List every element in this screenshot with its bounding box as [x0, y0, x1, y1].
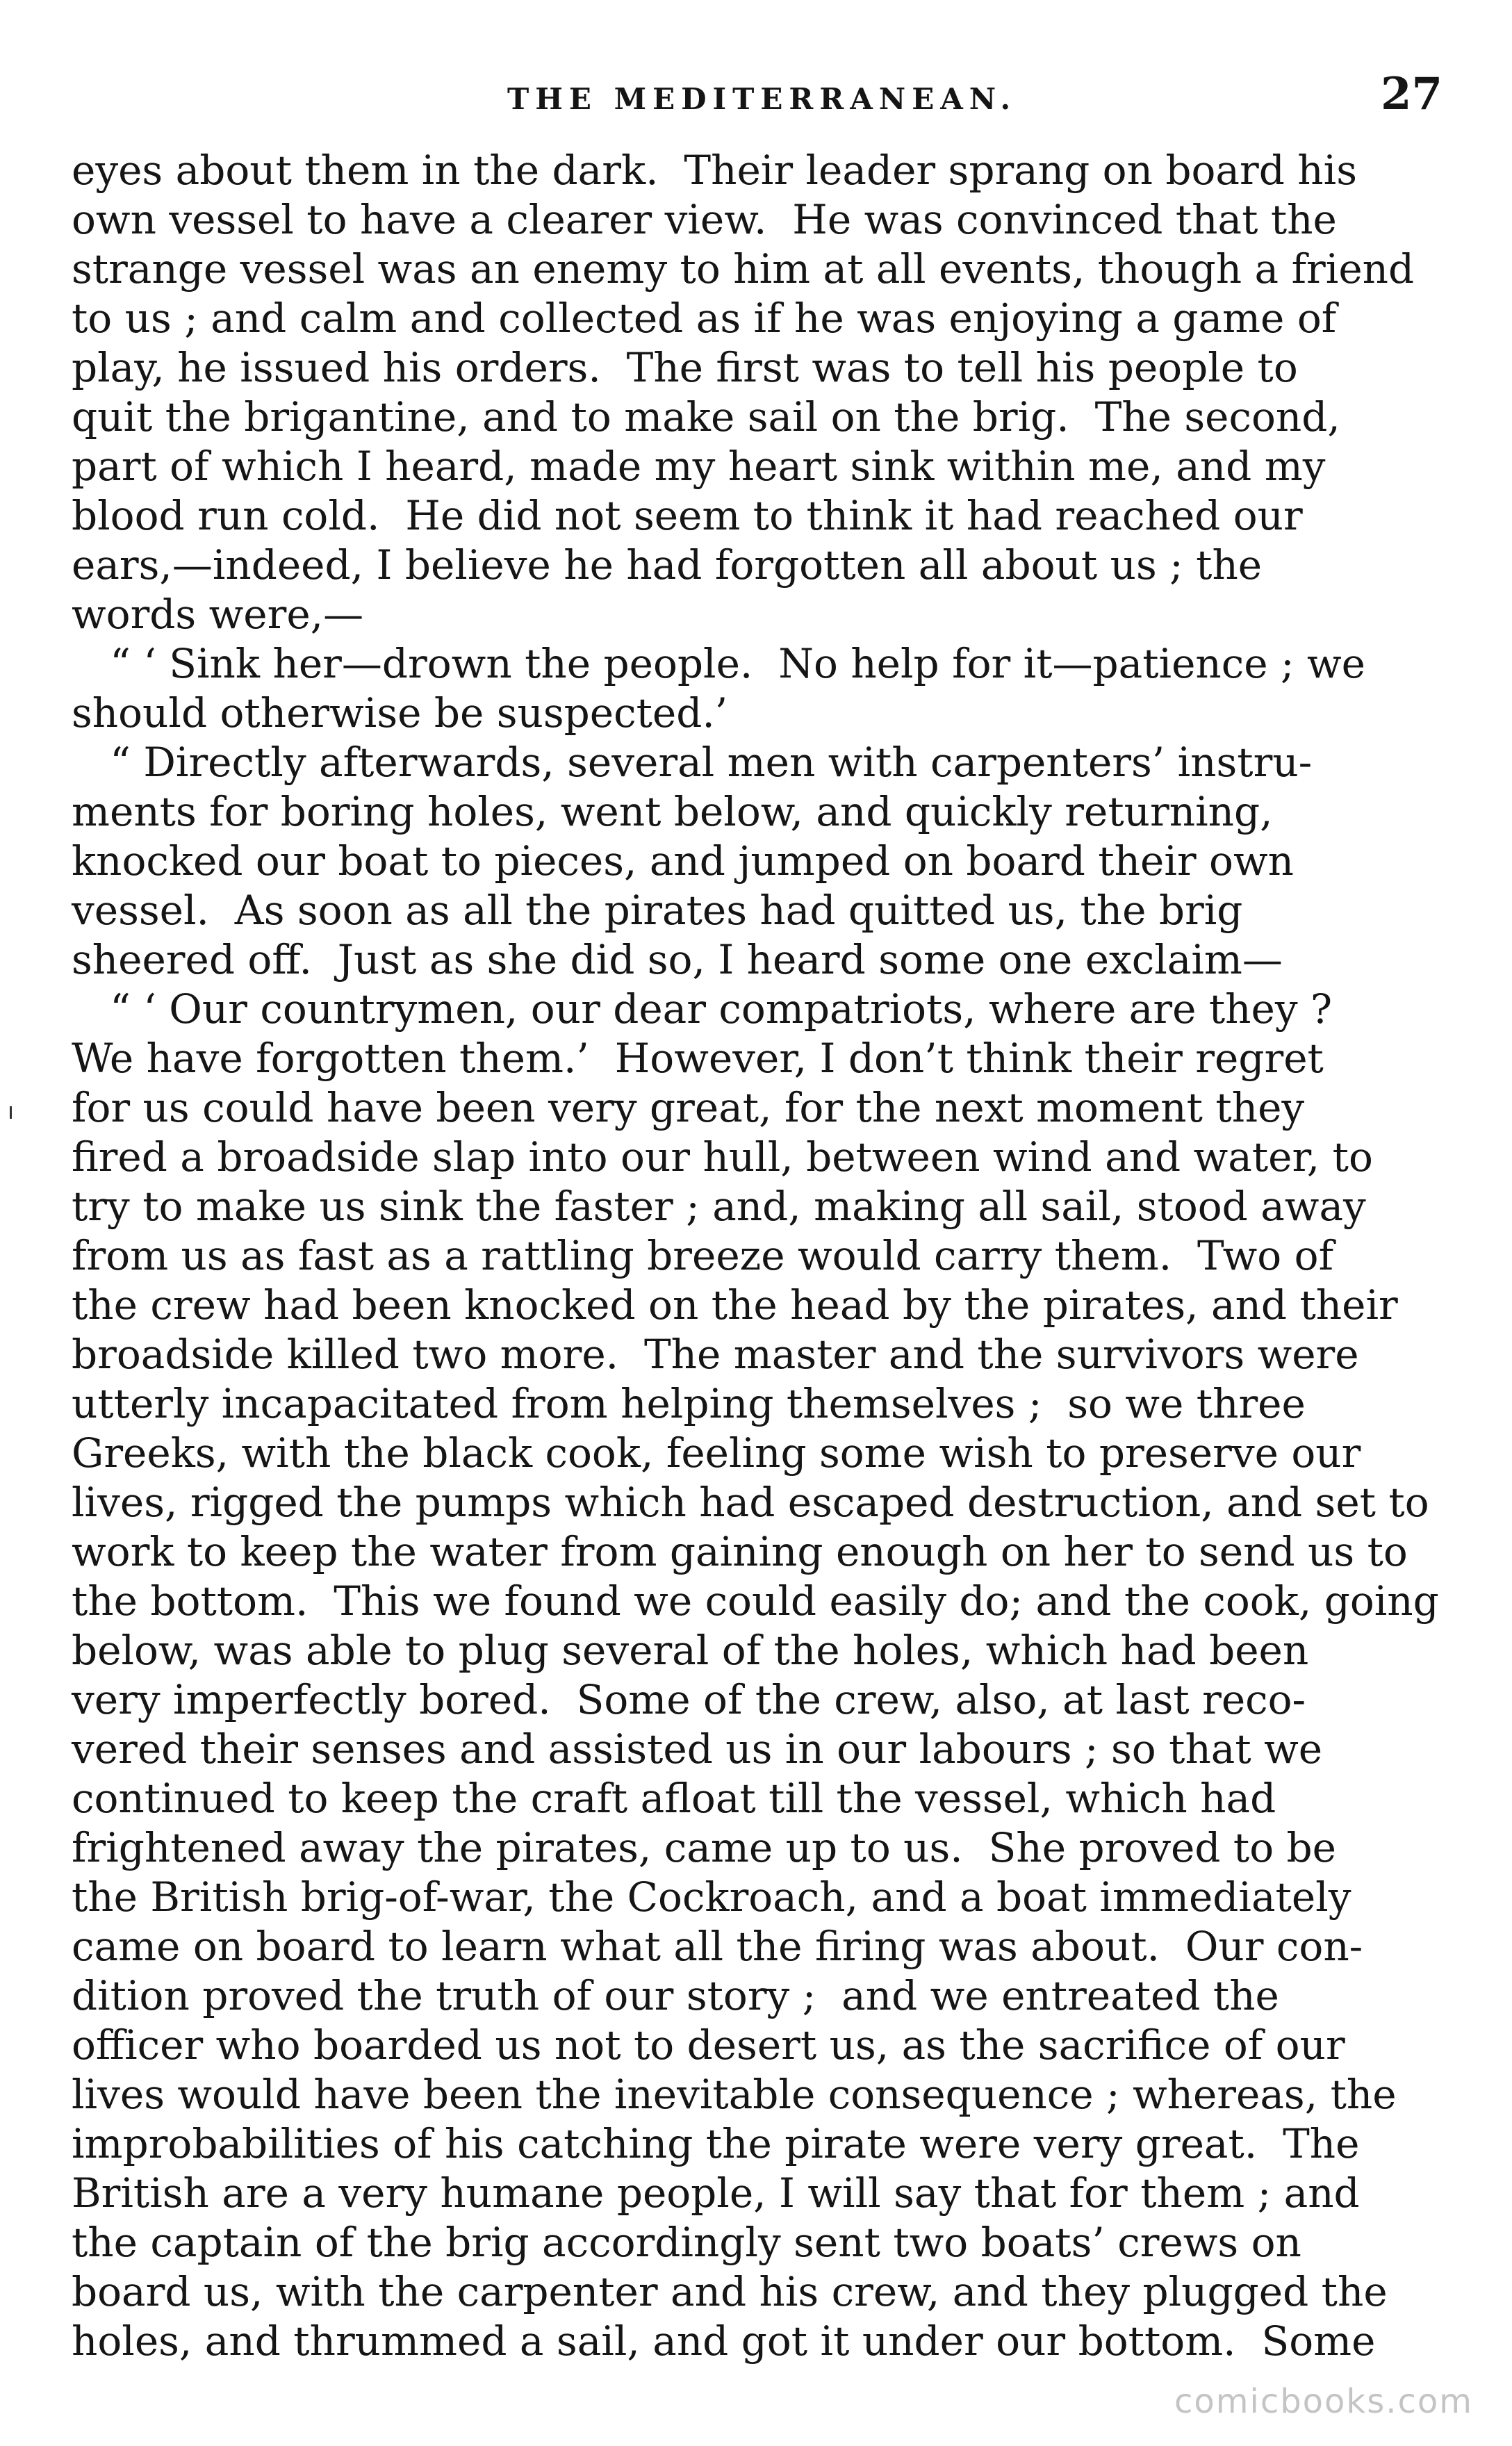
text-line: British are a very humane people, I will say that for them ; and [72, 2169, 1360, 2217]
body-text [72, 146, 1443, 2366]
text-line: board us, with the carpenter and his crew, and they plugged the [72, 2268, 1388, 2315]
text-line: continued to keep the craft afloat till the vessel, which had [72, 1775, 1276, 1822]
text-line: came on board to learn what all the firing was about. Our con- [72, 1923, 1363, 1970]
text-line: quit the brigantine, and to make sail on the brig. The second, [72, 393, 1340, 441]
text-line: play, he issued his orders. The first was to tell his people to [72, 344, 1298, 391]
text-line: vessel. As soon as all the pirates had quitted us, the brig [72, 887, 1243, 934]
text-line: blood run cold. He did not seem to think it had reached our [72, 492, 1303, 539]
text-line: utterly incapacitated from helping themselves ; so we three [72, 1380, 1306, 1427]
text-line: own vessel to have a clearer view. He was convinced that the [72, 196, 1337, 243]
text-line: words were,— [72, 591, 364, 638]
text-line: from us as fast as a rattling breeze would carry them. Two of [72, 1232, 1334, 1279]
text-line: “ ‘ Sink her—drown the people. No help for it—patience ; we [72, 640, 1365, 687]
text-line: ments for boring holes, went below, and quickly returning, [72, 788, 1273, 835]
text-line: vered their senses and assisted us in our labours ; so that we [72, 1725, 1323, 1773]
text-line: the British brig-of-war, the Cockroach, and a boat immediately [72, 1873, 1351, 1921]
text-line: knocked our boat to pieces, and jumped on board their own [72, 837, 1294, 885]
text-line: “ ‘ Our countrymen, our dear compatriots, where are they ? [72, 985, 1333, 1033]
text-line: frightened away the pirates, came up to us. She proved to be [72, 1824, 1337, 1871]
text-line: below, was able to plug several of the holes, which had been [72, 1627, 1309, 1674]
text-line: for us could have been very great, for the next moment they [72, 1084, 1305, 1131]
text-line: strange vessel was an enemy to him at all events, though a friend [72, 245, 1415, 293]
text-line: ears,—indeed, I believe he had forgotten all about us ; the [72, 541, 1263, 589]
text-line: work to keep the water from gaining enough on her to send us to [72, 1528, 1408, 1575]
text-line: Greeks, with the black cook, feeling some wish to preserve our [72, 1429, 1361, 1477]
text-line: dition proved the truth of our story ; and we entreated the [72, 1972, 1279, 2019]
text-line: improbabilities of his catching the pirate were very great. The [72, 2120, 1360, 2167]
text-line: the crew had been knocked on the head by the pirates, and their [72, 1281, 1398, 1329]
text-line: officer who boarded us not to desert us, as the sacrifice of our [72, 2021, 1345, 2069]
text-line: fired a broadside slap into our hull, between wind and water, to [72, 1133, 1373, 1181]
text-line: broadside killed two more. The master and the survivors were [72, 1331, 1359, 1378]
watermark: comicbooks.com [1174, 2382, 1473, 2421]
text-line: should otherwise be suspected.’ [72, 689, 728, 737]
text-line: the captain of the brig accordingly sent two boats’ crews on [72, 2219, 1301, 2266]
text-line: sheered off. Just as she did so, I heard some one exclaim— [72, 936, 1283, 983]
margin-mark [10, 1106, 12, 1119]
page-number: 27 [1380, 68, 1443, 120]
text-line: part of which I heard, made my heart sink within me, and my [72, 443, 1326, 490]
text-line: to us ; and calm and collected as if he was enjoying a game of [72, 295, 1337, 342]
text-line: We have forgotten them.’ However, I don’t think their regret [72, 1035, 1324, 1082]
text-line: lives, rigged the pumps which had escaped destruction, and set to [72, 1479, 1429, 1526]
text-line: try to make us sink the faster ; and, making all sail, stood away [72, 1183, 1366, 1230]
running-head: THE MEDITERRANEAN. [507, 82, 1017, 116]
text-line: holes, and thrummed a sail, and got it under our bottom. Some [72, 2317, 1376, 2365]
text-line: the bottom. This we found we could easily do; and the cook, going [72, 1577, 1439, 1625]
text-line: lives would have been the inevitable consequence ; whereas, the [72, 2071, 1397, 2118]
text-line: eyes about them in the dark. Their leader sprang on board his [72, 147, 1357, 194]
text-line: “ Directly afterwards, several men with carpenters’ instru- [72, 739, 1313, 786]
text-line: very imperfectly bored. Some of the crew, also, at last reco- [72, 1676, 1306, 1723]
